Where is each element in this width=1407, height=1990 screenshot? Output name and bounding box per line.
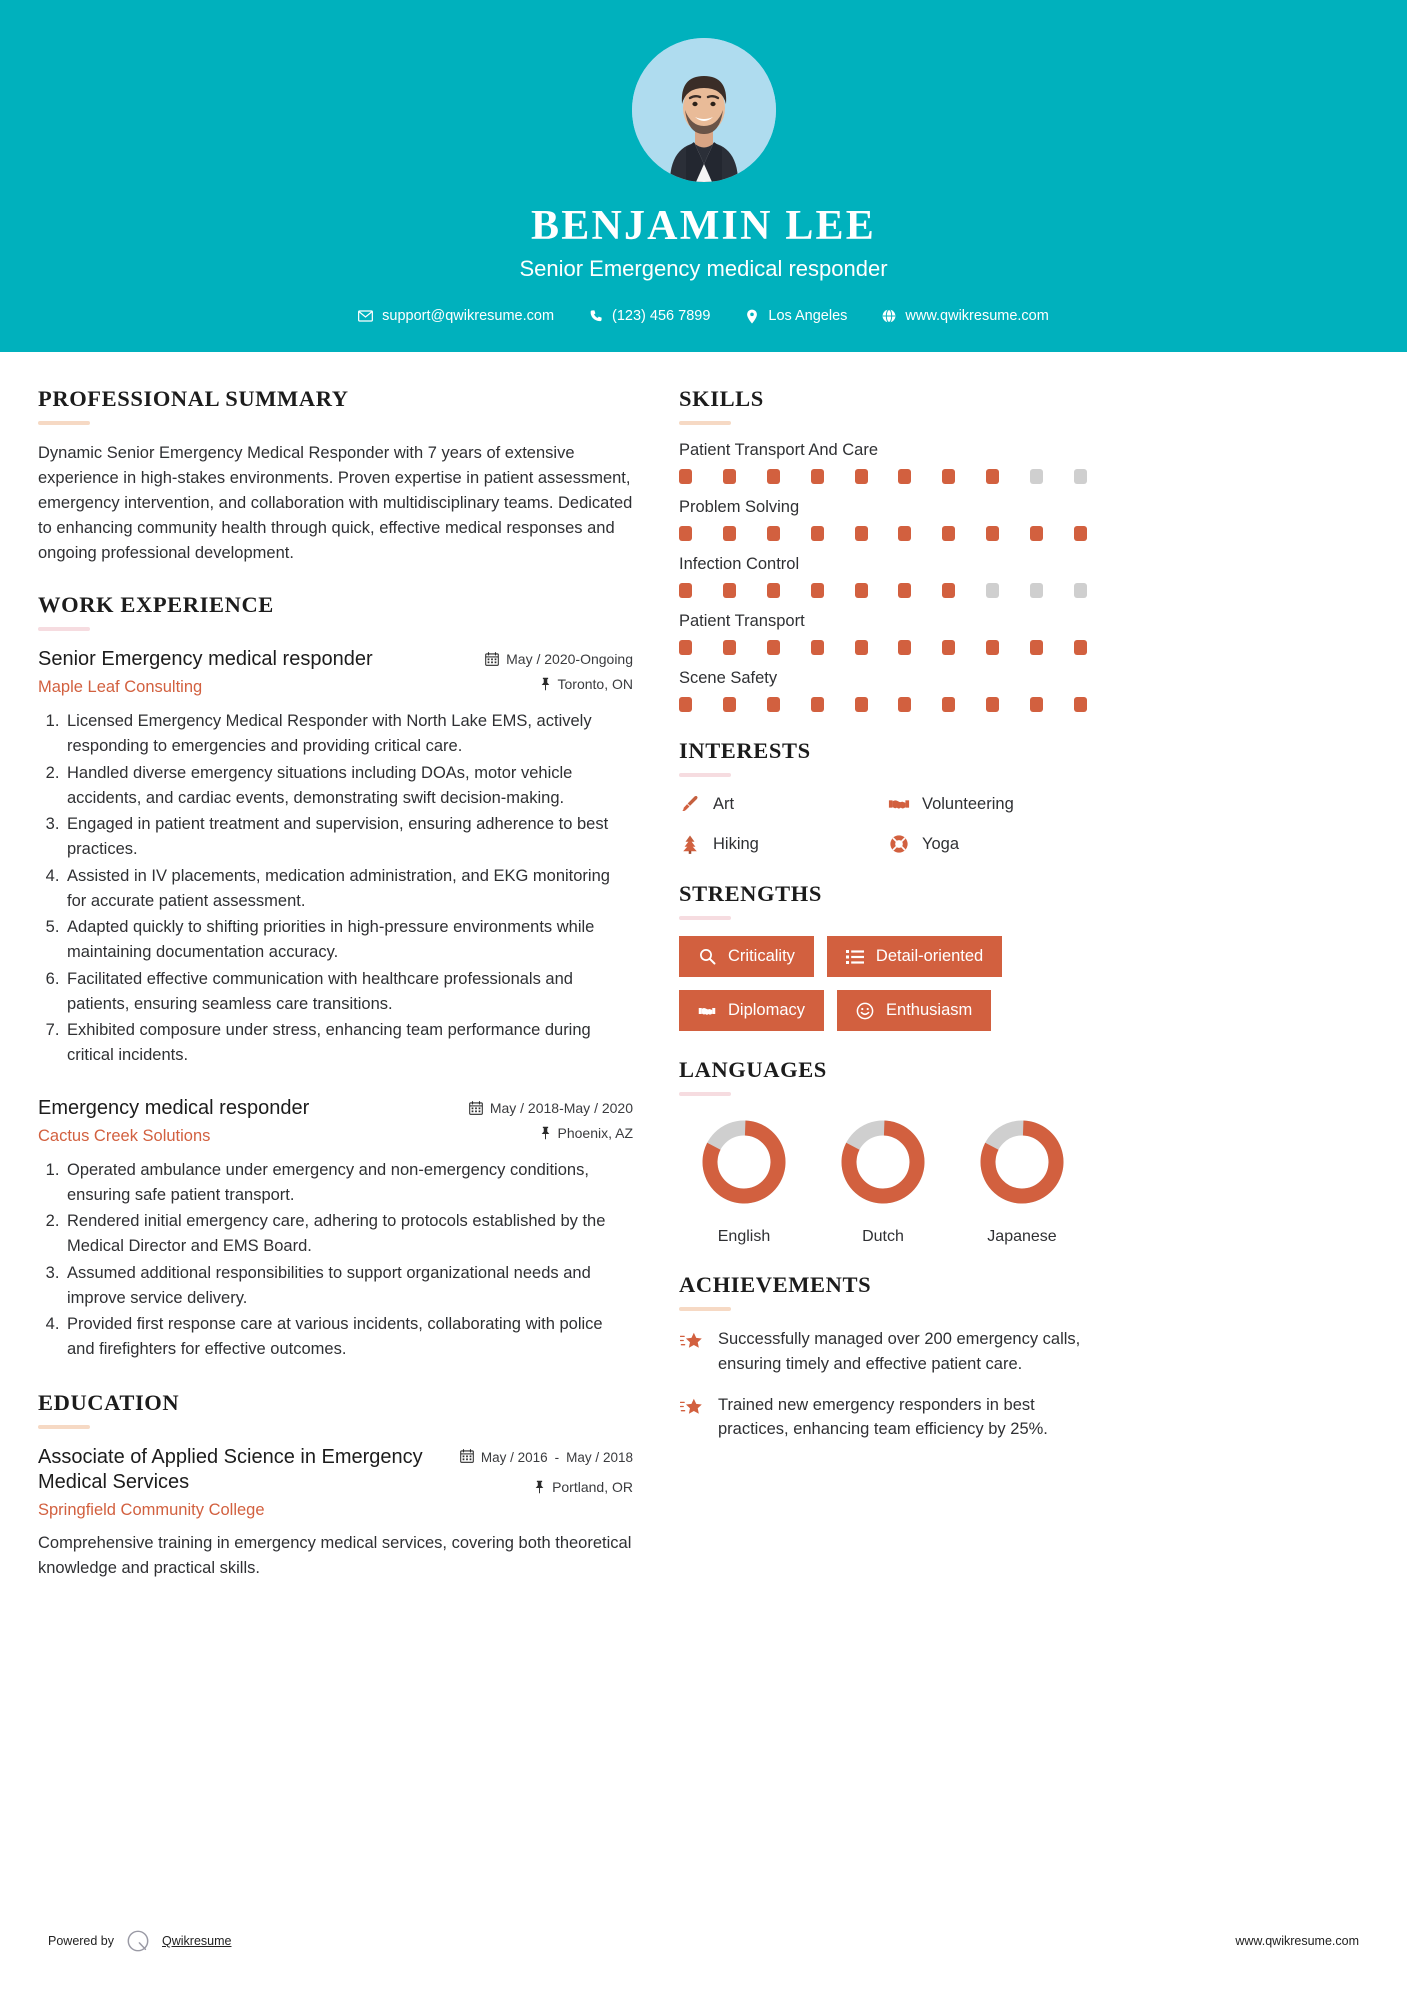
experience-item bbox=[38, 1096, 633, 1362]
interest-item bbox=[679, 793, 880, 815]
education-identity bbox=[38, 1445, 448, 1520]
strength-chip-detail-oriented bbox=[827, 936, 1002, 977]
calendar-icon bbox=[485, 652, 499, 666]
skill-dot-filled bbox=[767, 697, 780, 712]
skill-dot-filled bbox=[986, 640, 999, 655]
education-date-separator: - bbox=[554, 1449, 560, 1465]
skill-dot-filled bbox=[679, 583, 692, 598]
candidate-name: BENJAMIN LEE bbox=[531, 203, 876, 249]
powered-by bbox=[48, 1928, 231, 1954]
achievement-text: Trained new emergency responders in best practices, enhancing team efficiency by 25%. bbox=[718, 1395, 1048, 1439]
achievements-heading: ACHIEVEMENTS bbox=[679, 1272, 872, 1298]
language-label: Dutch bbox=[862, 1228, 904, 1246]
search-icon bbox=[698, 948, 716, 966]
avatar bbox=[632, 38, 776, 182]
section-work-experience bbox=[38, 592, 633, 1362]
job-bullet: 6. Facilitated effective communication with healthcare professionals and patients, ensuring seamless care transitions. bbox=[64, 967, 633, 1017]
skill-dot-filled bbox=[723, 469, 736, 484]
handshake-icon bbox=[888, 793, 910, 815]
phone-icon bbox=[588, 309, 603, 324]
skill-dot-filled bbox=[679, 469, 692, 484]
footer-website-url: www.qwikresume.com bbox=[1235, 1934, 1359, 1948]
candidate-job-title: Senior Emergency medical responder bbox=[519, 256, 888, 282]
experience-header bbox=[38, 1096, 633, 1146]
education-dates bbox=[460, 1449, 633, 1467]
experience-header bbox=[38, 647, 633, 697]
professional-summary-text: Dynamic Senior Emergency Medical Responder with 7 years of extensive experience in high-stakes environments. Proven expertise in patient assessment, emergency intervention, and collaboration with multidisciplinary teams. Dedicated to enhancing community health through quick, effective medical responses and ongoing professional development. bbox=[38, 444, 633, 563]
skill-dot-filled bbox=[723, 640, 736, 655]
education-meta bbox=[460, 1445, 633, 1495]
smiley-icon bbox=[856, 1002, 874, 1020]
job-dates bbox=[485, 651, 633, 667]
skill-dot-filled bbox=[942, 697, 955, 712]
interest-label: Art bbox=[713, 794, 735, 813]
job-location-text: Phoenix, AZ bbox=[557, 1124, 633, 1141]
section-underline bbox=[679, 421, 731, 425]
section-underline bbox=[38, 421, 90, 425]
skill-dot-filled bbox=[1074, 526, 1087, 541]
language-donut-chart bbox=[833, 1112, 933, 1212]
skill-dot-filled bbox=[855, 583, 868, 598]
skill-label: Patient Transport bbox=[679, 612, 805, 631]
resume-header bbox=[0, 0, 1407, 352]
education-start-date bbox=[481, 1450, 548, 1466]
interest-label: Hiking bbox=[713, 834, 759, 853]
skill-dot-filled bbox=[898, 469, 911, 484]
skill-item bbox=[679, 612, 1089, 655]
skill-item bbox=[679, 441, 1089, 484]
skill-item bbox=[679, 669, 1089, 712]
skill-dot-filled bbox=[679, 526, 692, 541]
experience-identity bbox=[38, 1096, 457, 1146]
job-bullet: 7. Exhibited composure under stress, enhancing team performance during critical incidents. bbox=[64, 1018, 633, 1068]
experience-identity bbox=[38, 647, 473, 697]
achievement-item bbox=[679, 1393, 1089, 1443]
interest-item bbox=[888, 833, 1089, 855]
skill-rating bbox=[679, 640, 1087, 655]
star-icon bbox=[679, 1394, 705, 1420]
job-dates bbox=[469, 1100, 633, 1116]
interest-label: Volunteering bbox=[922, 794, 1014, 813]
right-column bbox=[679, 386, 1089, 1468]
skill-dot-filled bbox=[811, 640, 824, 655]
star-icon bbox=[679, 1328, 705, 1354]
skill-label: Patient Transport And Care bbox=[679, 441, 879, 460]
education-location-text: Portland, OR bbox=[552, 1479, 633, 1496]
job-bullet: 5. Adapted quickly to shifting priorities in high-pressure environments while maintaining documentation accuracy. bbox=[64, 915, 633, 965]
language-label: Japanese bbox=[987, 1228, 1057, 1246]
education-heading: EDUCATION bbox=[38, 1389, 180, 1415]
job-bullet: 2. Handled diverse emergency situations including DOAs, motor vehicle accidents, and cardiac events, demonstrating swift decision-making. bbox=[64, 761, 633, 811]
skill-label: Scene Safety bbox=[679, 669, 778, 688]
strength-label: Diplomacy bbox=[728, 1001, 806, 1020]
interest-item bbox=[679, 833, 880, 855]
interest-label: Yoga bbox=[922, 834, 960, 853]
skill-dot-filled bbox=[1030, 697, 1043, 712]
job-company: Cactus Creek Solutions bbox=[38, 1126, 211, 1145]
job-bullet: 4. Assisted in IV placements, medication administration, and EKG monitoring for accurate patient assessment. bbox=[64, 864, 633, 914]
calendar-icon bbox=[460, 1449, 474, 1467]
professional-summary-heading: PROFESSIONAL SUMMARY bbox=[38, 386, 349, 412]
experience-meta bbox=[485, 647, 633, 692]
strength-chip-criticality bbox=[679, 936, 814, 977]
skill-dot-filled bbox=[1030, 640, 1043, 655]
contact-location bbox=[727, 308, 864, 324]
language-donut-chart bbox=[694, 1112, 794, 1212]
language-donut-chart bbox=[972, 1112, 1072, 1212]
job-location-text: Toronto, ON bbox=[557, 676, 633, 693]
list-icon bbox=[846, 948, 864, 966]
skill-label: Infection Control bbox=[679, 555, 800, 574]
qwikresume-logo-icon bbox=[125, 1928, 151, 1954]
work-experience-heading: WORK EXPERIENCE bbox=[38, 592, 274, 618]
skill-dot-filled bbox=[986, 526, 999, 541]
achievement-text: Successfully managed over 200 emergency calls, ensuring timely and effective patient care. bbox=[718, 1330, 1081, 1373]
section-professional-summary bbox=[38, 386, 633, 566]
education-location bbox=[460, 1479, 633, 1495]
education-header bbox=[38, 1445, 633, 1520]
skill-dot-empty bbox=[986, 583, 999, 598]
pushpin-icon bbox=[540, 1126, 551, 1140]
job-bullet: 2. Rendered initial emergency care, adhering to protocols established by the Medical Director and EMS Board. bbox=[64, 1209, 633, 1259]
education-end-date bbox=[566, 1450, 633, 1466]
job-bullets bbox=[38, 1158, 633, 1362]
skill-rating bbox=[679, 583, 1087, 598]
language-item bbox=[818, 1112, 948, 1246]
skill-dot-filled bbox=[855, 640, 868, 655]
experience-meta bbox=[469, 1096, 633, 1141]
section-languages bbox=[679, 1057, 1089, 1246]
skills-list bbox=[679, 441, 1089, 712]
interests-heading: INTERESTS bbox=[679, 738, 811, 764]
qwikresume-link[interactable]: Qwikresume bbox=[162, 1934, 232, 1948]
education-start-year: 2016 bbox=[517, 1449, 548, 1465]
achievement-item bbox=[679, 1327, 1089, 1377]
skill-dot-filled bbox=[942, 640, 955, 655]
skill-dot-filled bbox=[1074, 640, 1087, 655]
section-education bbox=[38, 1390, 633, 1581]
skill-dot-filled bbox=[767, 640, 780, 655]
job-bullets bbox=[38, 709, 633, 1068]
skill-dot-filled bbox=[811, 697, 824, 712]
contact-location-text: Los Angeles bbox=[768, 308, 848, 325]
section-achievements bbox=[679, 1272, 1089, 1442]
job-dates-text: May / 2020-Ongoing bbox=[506, 651, 633, 668]
education-start-month: May / bbox=[480, 1449, 514, 1465]
skill-dot-filled bbox=[767, 583, 780, 598]
languages-heading: LANGUAGES bbox=[679, 1057, 827, 1083]
education-end-year: 2018 bbox=[602, 1449, 633, 1465]
strength-chip-enthusiasm bbox=[837, 990, 991, 1031]
strength-label: Enthusiasm bbox=[886, 1001, 973, 1020]
skill-dot-filled bbox=[855, 697, 868, 712]
skill-dot-filled bbox=[767, 526, 780, 541]
skill-item bbox=[679, 498, 1089, 541]
languages-grid bbox=[679, 1112, 1087, 1246]
section-interests bbox=[679, 738, 1089, 855]
skill-dot-filled bbox=[942, 469, 955, 484]
contact-website[interactable] bbox=[864, 308, 1065, 324]
strength-chip-diplomacy bbox=[679, 990, 824, 1031]
skill-dot-filled bbox=[855, 526, 868, 541]
calendar-icon bbox=[469, 1101, 483, 1115]
skill-dot-filled bbox=[811, 583, 824, 598]
skill-rating bbox=[679, 526, 1087, 541]
skill-dot-filled bbox=[1074, 697, 1087, 712]
job-location bbox=[485, 676, 633, 692]
globe-icon bbox=[881, 309, 896, 324]
pushpin-icon bbox=[540, 677, 551, 691]
job-title: Emergency medical responder bbox=[38, 1096, 310, 1119]
skill-dot-filled bbox=[723, 526, 736, 541]
job-bullet: 3. Engaged in patient treatment and supervision, ensuring adherence to best practices. bbox=[64, 812, 633, 862]
page-footer bbox=[0, 1928, 1407, 1954]
language-item bbox=[957, 1112, 1087, 1246]
skill-dot-empty bbox=[1074, 469, 1087, 484]
contact-website-text: www.qwikresume.com bbox=[905, 308, 1049, 325]
contact-email-text: support@qwikresume.com bbox=[382, 308, 555, 325]
skill-dot-filled bbox=[679, 697, 692, 712]
skill-label: Problem Solving bbox=[679, 498, 800, 517]
skill-dot-filled bbox=[811, 469, 824, 484]
contact-phone-text: (123) 456 7899 bbox=[612, 308, 711, 325]
skill-dot-filled bbox=[855, 469, 868, 484]
contact-email[interactable] bbox=[341, 308, 571, 324]
job-bullet: 3. Assumed additional responsibilities to support organizational needs and improve service delivery. bbox=[64, 1261, 633, 1311]
section-skills bbox=[679, 386, 1089, 712]
language-label: English bbox=[717, 1228, 771, 1246]
skill-dot-filled bbox=[986, 697, 999, 712]
skill-dot-filled bbox=[679, 640, 692, 655]
strength-label: Detail-oriented bbox=[875, 947, 984, 966]
skill-dot-filled bbox=[723, 583, 736, 598]
language-item bbox=[679, 1112, 809, 1246]
skill-dot-empty bbox=[1030, 583, 1043, 598]
skill-dot-filled bbox=[898, 583, 911, 598]
job-dates-text: May / 2018-May / 2020 bbox=[489, 1099, 633, 1116]
education-item bbox=[38, 1445, 633, 1581]
job-bullet: 1. Operated ambulance under emergency and non-emergency conditions, ensuring safe patient transport. bbox=[64, 1158, 633, 1208]
section-underline bbox=[679, 1092, 731, 1096]
job-title: Senior Emergency medical responder bbox=[38, 648, 373, 671]
paintbrush-icon bbox=[679, 793, 701, 815]
section-underline bbox=[679, 916, 731, 920]
pushpin-icon bbox=[534, 1480, 545, 1494]
contact-phone[interactable] bbox=[571, 308, 727, 324]
education-end-month: May / bbox=[566, 1449, 600, 1465]
skill-dot-filled bbox=[767, 469, 780, 484]
job-company: Maple Leaf Consulting bbox=[38, 678, 203, 697]
skill-dot-empty bbox=[1030, 469, 1043, 484]
contact-row bbox=[0, 308, 1407, 324]
experience-item bbox=[38, 647, 633, 1068]
strengths-heading: STRENGTHS bbox=[679, 881, 822, 907]
section-underline bbox=[38, 1425, 90, 1429]
job-location bbox=[469, 1125, 633, 1141]
skill-dot-filled bbox=[942, 583, 955, 598]
section-underline bbox=[38, 627, 90, 631]
handshake-icon bbox=[698, 1002, 716, 1020]
skill-item bbox=[679, 555, 1089, 598]
skill-dot-filled bbox=[898, 640, 911, 655]
skill-dot-filled bbox=[898, 697, 911, 712]
strengths-grid bbox=[679, 936, 1089, 1031]
strength-label: Criticality bbox=[728, 947, 795, 966]
section-strengths bbox=[679, 881, 1089, 1031]
skill-dot-filled bbox=[942, 526, 955, 541]
map-pin-icon bbox=[744, 309, 759, 324]
interests-grid bbox=[679, 793, 1089, 855]
avatar-photo bbox=[632, 38, 776, 182]
powered-by-label: Powered by bbox=[48, 1934, 115, 1948]
job-bullet: 4. Provided first response care at various incidents, collaborating with police and firefighters for effective outcomes. bbox=[64, 1312, 633, 1362]
skill-rating bbox=[679, 697, 1087, 712]
skills-heading: SKILLS bbox=[679, 386, 764, 412]
section-underline bbox=[679, 773, 731, 777]
interest-item bbox=[888, 793, 1089, 815]
skill-dot-filled bbox=[723, 697, 736, 712]
education-description: Comprehensive training in emergency medical services, covering both theoretical knowledge and practical skills. bbox=[38, 1533, 632, 1577]
resume-body bbox=[0, 352, 1407, 1608]
skill-dot-filled bbox=[898, 526, 911, 541]
lifebuoy-icon bbox=[888, 833, 910, 855]
tree-icon bbox=[679, 833, 701, 855]
skill-dot-filled bbox=[1030, 526, 1043, 541]
education-school: Springfield Community College bbox=[38, 1500, 265, 1519]
skill-rating bbox=[679, 469, 1087, 484]
job-bullet: 1. Licensed Emergency Medical Responder with North Lake EMS, actively responding to emergencies and providing critical care. bbox=[64, 709, 633, 759]
skill-dot-filled bbox=[811, 526, 824, 541]
skill-dot-filled bbox=[986, 469, 999, 484]
left-column bbox=[38, 386, 633, 1608]
skill-dot-empty bbox=[1074, 583, 1087, 598]
envelope-icon bbox=[358, 309, 373, 324]
education-degree: Associate of Applied Science in Emergency Medical Services bbox=[38, 1445, 423, 1493]
section-underline bbox=[679, 1307, 731, 1311]
